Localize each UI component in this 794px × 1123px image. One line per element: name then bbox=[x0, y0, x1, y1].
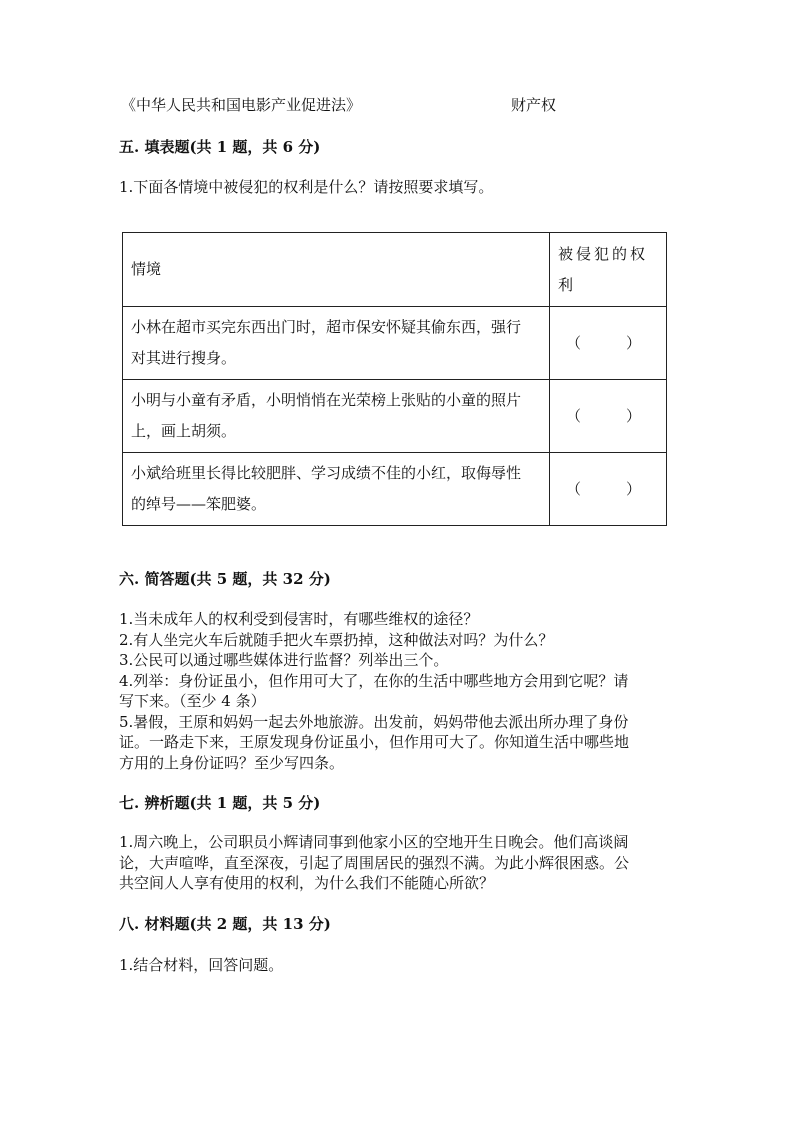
section7-body bbox=[119, 832, 679, 894]
header-situation: 情境 bbox=[123, 233, 550, 307]
situation-line: 小斌给班里长得比较肥胖、学习成绩不佳的小红，取侮辱性 bbox=[131, 464, 522, 482]
answer-blank[interactable]: （ ） bbox=[550, 307, 667, 380]
question-line: 3.公民可以通过哪些媒体进行监督？列举出三个。 bbox=[119, 651, 449, 669]
rights-table bbox=[122, 232, 667, 526]
section8-question: 1.结合材料，回答问题。 bbox=[119, 956, 284, 974]
table-row bbox=[123, 307, 667, 380]
question-line: 1.周六晚上，公司职员小辉请同事到他家小区的空地开生日晚会。他们高谈阔 bbox=[119, 833, 629, 851]
header-right-line1: 被侵犯的权 bbox=[558, 244, 649, 263]
top-right-text: 财产权 bbox=[511, 96, 557, 114]
situation-line: 小林在超市买完东西出门时，超市保安怀疑其偷东西，强行 bbox=[131, 318, 522, 336]
question-line: 4.列举：身份证虽小，但作用可大了，在你的生活中哪些地方会用到它呢？请 bbox=[119, 671, 629, 690]
header-right-line2: 利 bbox=[558, 275, 574, 294]
answer-blank[interactable]: （ ） bbox=[550, 380, 667, 453]
question-line: 论，大声喧哗，直至深夜，引起了周围居民的强烈不满。为此小辉很困惑。公 bbox=[119, 853, 630, 872]
section7-heading: 七. 辨析题(共 1 题，共 5 分) bbox=[119, 794, 321, 812]
question-line: 5.暑假，王原和妈妈一起去外地旅游。出发前，妈妈带他去派出所办理了身份 bbox=[119, 712, 629, 731]
section5-heading: 五. 填表题(共 1 题，共 6 分) bbox=[119, 138, 321, 156]
top-left-text: 《中华人民共和国电影产业促进法》 bbox=[121, 96, 362, 114]
question-line: 2.有人坐完火车后就随手把火车票扔掉，这种做法对吗？为什么？ bbox=[119, 630, 554, 649]
answer-blank[interactable]: （ ） bbox=[550, 453, 667, 526]
situation-line: 对其进行搜身。 bbox=[131, 349, 237, 367]
table-row bbox=[123, 380, 667, 453]
situation-cell bbox=[123, 380, 550, 453]
table-row bbox=[123, 453, 667, 526]
situation-line: 小明与小童有矛盾，小明悄悄在光荣榜上张贴的小童的照片 bbox=[131, 391, 522, 409]
question-line: 方用的上身份证吗？至少写四条。 bbox=[119, 753, 345, 772]
section6-body bbox=[119, 609, 679, 773]
situation-line: 上，画上胡须。 bbox=[131, 422, 237, 440]
table-header-row bbox=[123, 233, 667, 307]
question-line: 写下来。（至少 4 条） bbox=[119, 692, 266, 710]
situation-line: 的绰号——笨肥婆。 bbox=[131, 495, 267, 513]
section8-heading: 八. 材料题(共 2 题，共 13 分) bbox=[119, 915, 331, 933]
situation-cell bbox=[123, 307, 550, 380]
header-right bbox=[550, 233, 667, 307]
section5-question: 1.下面各情境中被侵犯的权利是什么？请按照要求填写。 bbox=[119, 178, 494, 196]
question-line: 1.当未成年人的权利受到侵害时，有哪些维权的途径？ bbox=[119, 610, 479, 628]
question-line: 证。一路走下来，王原发现身份证虽小，但作用可大了。你知道生活中哪些地 bbox=[119, 733, 630, 751]
section6-heading: 六. 简答题(共 5 题，共 32 分) bbox=[119, 570, 331, 588]
question-line: 共空间人人享有使用的权利，为什么我们不能随心所欲？ bbox=[119, 874, 495, 892]
situation-cell bbox=[123, 453, 550, 526]
